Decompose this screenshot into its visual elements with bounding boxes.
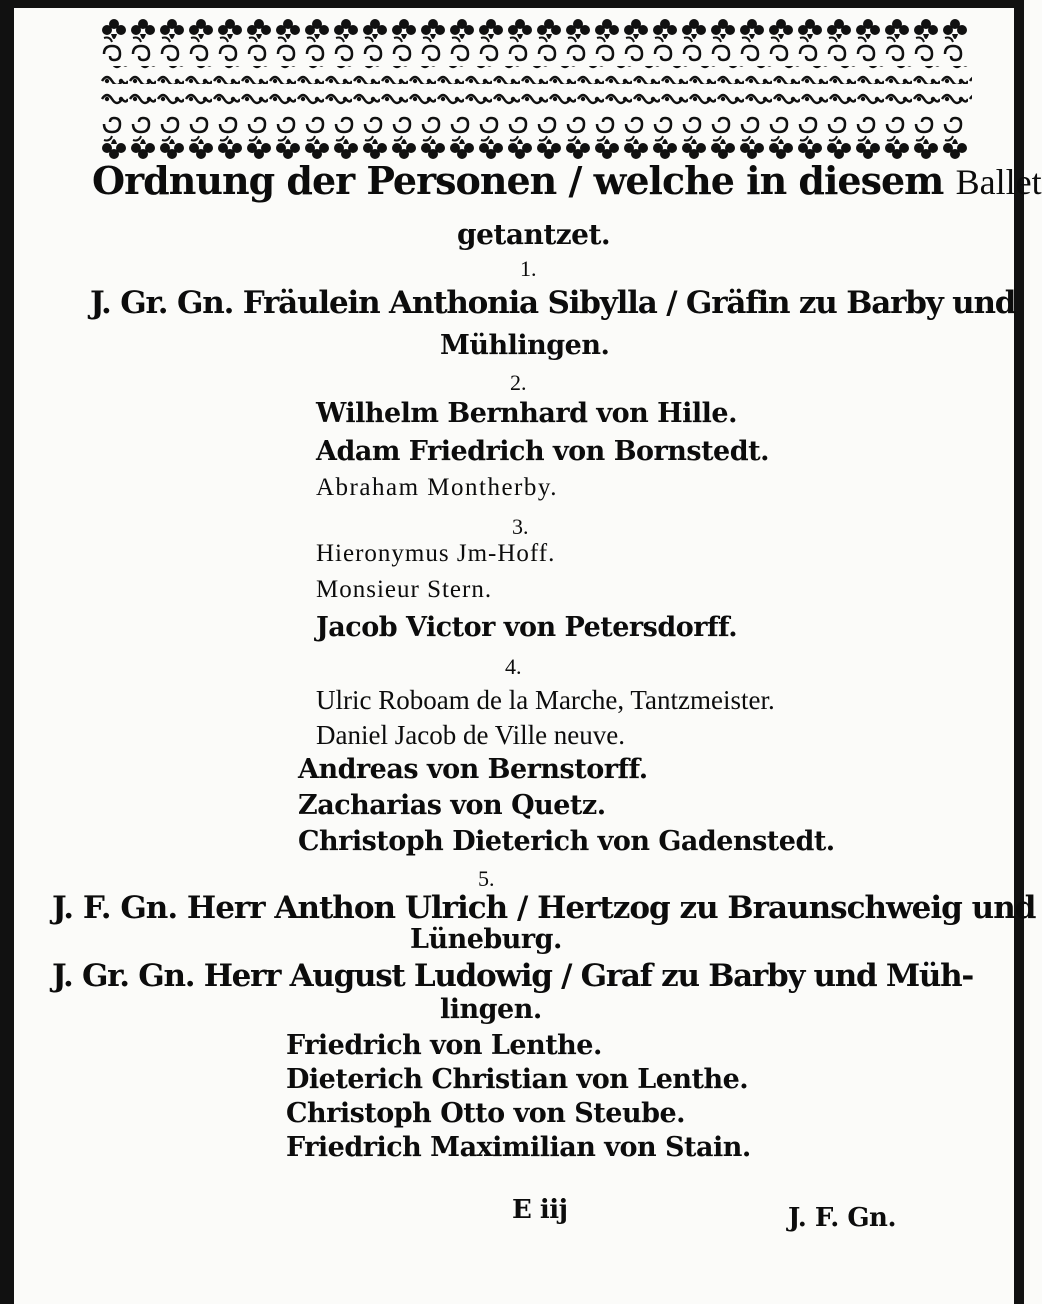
- scan-border-top: [0, 0, 1024, 8]
- ornament-glyph: [624, 136, 648, 159]
- ornament-glyph: [247, 136, 271, 159]
- ornament-glyph: [537, 136, 561, 159]
- ornament-glyph: [276, 19, 300, 42]
- ornament-glyph: [798, 19, 822, 42]
- ornament-glyph: [452, 46, 468, 60]
- ornament-glyph: [740, 19, 764, 42]
- ornament-band: [100, 18, 972, 163]
- ornament-glyph: [595, 19, 619, 42]
- scan-border-left: [0, 0, 14, 1304]
- ornament-glyph: [914, 136, 938, 159]
- ornament-glyph: [249, 46, 265, 60]
- ornament-glyph: [249, 118, 265, 132]
- ornament-glyph: [481, 46, 497, 60]
- ornament-glyph: [885, 19, 909, 42]
- ornament-glyph: [856, 136, 880, 159]
- ornament-glyph: [595, 136, 619, 159]
- ornament-glyph: [305, 136, 329, 159]
- ornament-glyph: [508, 19, 532, 42]
- ornament-glyph: [713, 118, 729, 132]
- group-3-name-1: Hieronymus Jm-Hoff.: [316, 540, 556, 567]
- ornament-row-top: [102, 19, 967, 42]
- ornament-glyph: [682, 136, 706, 159]
- page-title: [92, 158, 1042, 203]
- ornament-glyph: [336, 118, 352, 132]
- group-5-line-1: J. F. Gn. Herr Anthon Ulrich / Hertzog zu Braunschweig und: [52, 890, 1036, 926]
- ornament-glyph: [394, 46, 410, 60]
- group-2-name-1: Wilhelm Bernhard von Hille.: [316, 398, 737, 429]
- ornament-glyph: [104, 118, 120, 132]
- ornament-glyph: [365, 46, 381, 60]
- ornament-glyph: [102, 19, 126, 42]
- ornament-glyph: [508, 136, 532, 159]
- ornament-row-scroll-a: [104, 46, 961, 60]
- ornament-glyph: [133, 46, 149, 60]
- ornament-glyph: [916, 46, 932, 60]
- ornament-glyph: [162, 118, 178, 132]
- ornament-glyph: [394, 118, 410, 132]
- ornament-glyph: [220, 46, 236, 60]
- ornament-glyph: [510, 46, 526, 60]
- ornament-glyph: [597, 46, 613, 60]
- ornament-glyph: [653, 19, 677, 42]
- group-2-number: 2.: [510, 370, 527, 395]
- ornament-glyph: [539, 46, 555, 60]
- ornament-glyph: [191, 118, 207, 132]
- ornament-glyph: [421, 136, 445, 159]
- ornament-glyph: [334, 136, 358, 159]
- ornament-glyph: [568, 46, 584, 60]
- ornament-glyph: [363, 19, 387, 42]
- title-continuation: getantzet.: [457, 218, 611, 251]
- ornament-glyph: [943, 19, 967, 42]
- ornament-glyph: [479, 136, 503, 159]
- ornament-glyph: [218, 136, 242, 159]
- ornament-glyph: [829, 46, 845, 60]
- ornament-glyph: [307, 46, 323, 60]
- ornament-glyph: [568, 118, 584, 132]
- title-ballet-word: Ballet: [955, 162, 1042, 202]
- group-4-name-1: Ulric Roboam de la Marche, Tantzmeister.: [316, 685, 775, 715]
- ornament-glyph: [160, 136, 184, 159]
- ornament-glyph: [566, 136, 590, 159]
- ornament-glyph: [539, 118, 555, 132]
- ornament-glyph: [278, 118, 294, 132]
- ornament-glyph: [655, 118, 671, 132]
- ornament-glyph: [829, 118, 845, 132]
- ornament-glyph: [336, 46, 352, 60]
- ornament-glyph: [653, 136, 677, 159]
- ornament-glyph: [711, 136, 735, 159]
- ornament-glyph: [450, 19, 474, 42]
- ornament-glyph: [307, 118, 323, 132]
- group-5-name-3: Christoph Otto von Steube.: [286, 1098, 686, 1129]
- ornament-glyph: [481, 118, 497, 132]
- group-3-number: 3.: [512, 514, 529, 539]
- ornament-glyph: [220, 118, 236, 132]
- ornament-glyph: [626, 118, 642, 132]
- ornament-glyph: [887, 118, 903, 132]
- ornament-glyph: [392, 136, 416, 159]
- ornament-glyph: [887, 46, 903, 60]
- ornament-glyph: [827, 136, 851, 159]
- ornament-glyph: [713, 46, 729, 60]
- ornament-glyph: [421, 19, 445, 42]
- ornament-glyph: [160, 19, 184, 42]
- group-5-number: 5.: [478, 866, 495, 891]
- ornament-glyph: [684, 46, 700, 60]
- group-4-name-2: Daniel Jacob de Ville neuve.: [316, 720, 626, 750]
- ornament-glyph: [945, 46, 961, 60]
- group-1-line-2: Mühlingen.: [440, 330, 610, 361]
- group-1-number: 1.: [520, 256, 537, 281]
- ornament-glyph: [423, 118, 439, 132]
- ornament-glyph: [943, 136, 967, 159]
- ornament-glyph: [711, 19, 735, 42]
- ornament-glyph: [189, 136, 213, 159]
- ornament-glyph: [305, 19, 329, 42]
- group-3-name-2: Monsieur Stern.: [316, 576, 493, 603]
- ornament-glyph: [684, 118, 700, 132]
- ornament-glyph: [450, 136, 474, 159]
- ornament-row-scroll-b: [104, 118, 961, 132]
- ornament-glyph: [626, 46, 642, 60]
- ornament-glyph: [597, 118, 613, 132]
- ornament-row-bottom: [102, 136, 967, 159]
- ornament-glyph: [365, 118, 381, 132]
- group-2-name-3: Abraham Montherby.: [316, 474, 558, 501]
- ornament-glyph: [162, 46, 178, 60]
- ornament-glyph: [885, 136, 909, 159]
- title-main: Ordnung der Personen / welche in diesem: [92, 158, 944, 203]
- ornament-glyph: [392, 19, 416, 42]
- catchword: J. F. Gn.: [788, 1203, 896, 1233]
- group-4-name-4: Zacharias von Quetz.: [298, 790, 606, 821]
- ornament-glyph: [800, 118, 816, 132]
- ornament-glyph: [510, 118, 526, 132]
- ornament-glyph: [742, 118, 758, 132]
- group-5-line-2: Lüneburg.: [410, 924, 562, 955]
- ornament-glyph: [104, 46, 120, 60]
- ornament-glyph: [740, 136, 764, 159]
- ornament-glyph: [276, 136, 300, 159]
- ornament-glyph: [278, 46, 294, 60]
- ornament-glyph: [537, 19, 561, 42]
- ornament-glyph: [916, 118, 932, 132]
- group-5-line-4: lingen.: [440, 994, 542, 1025]
- ornament-glyph: [423, 46, 439, 60]
- ornament-glyph: [827, 19, 851, 42]
- ornament-glyph: [102, 136, 126, 159]
- ornament-glyph: [452, 118, 468, 132]
- signature-mark: E iij: [512, 1195, 568, 1225]
- ornament-glyph: [742, 46, 758, 60]
- ornament-glyph: [914, 19, 938, 42]
- ornament-wave-band-2: [100, 92, 972, 110]
- ornament-glyph: [682, 19, 706, 42]
- ornament-glyph: [479, 19, 503, 42]
- ornament-glyph: [189, 19, 213, 42]
- group-1-line-1: J. Gr. Gn. Fräulein Anthonia Sibylla / Gräfin zu Barby und: [90, 285, 1016, 321]
- group-4-number: 4.: [505, 654, 522, 679]
- ornament-glyph: [624, 19, 648, 42]
- ornament-glyph: [771, 118, 787, 132]
- ornament-glyph: [363, 136, 387, 159]
- ornament-glyph: [131, 136, 155, 159]
- ornament-glyph: [131, 19, 155, 42]
- ornament-glyph: [798, 136, 822, 159]
- ornament-glyph: [655, 46, 671, 60]
- ornament-glyph: [247, 19, 271, 42]
- group-4-name-3: Andreas von Bernstorff.: [298, 754, 648, 785]
- group-5-line-3: J. Gr. Gn. Herr August Ludowig / Graf zu Barby und Müh-: [52, 958, 973, 994]
- group-2-name-2: Adam Friedrich von Bornstedt.: [316, 436, 769, 467]
- group-5-name-2: Dieterich Christian von Lenthe.: [286, 1064, 749, 1095]
- ornament-glyph: [769, 136, 793, 159]
- ornament-glyph: [858, 46, 874, 60]
- group-5-name-1: Friedrich von Lenthe.: [286, 1030, 602, 1061]
- ornament-glyph: [945, 118, 961, 132]
- group-3-name-3: Jacob Victor von Petersdorff.: [316, 612, 738, 643]
- ornament-glyph: [769, 19, 793, 42]
- ornament-glyph: [858, 118, 874, 132]
- ornament-glyph: [771, 46, 787, 60]
- ornament-wave-band: [100, 66, 972, 84]
- group-4-name-5: Christoph Dieterich von Gadenstedt.: [298, 826, 835, 857]
- ornament-glyph: [218, 19, 242, 42]
- ornament-glyph: [800, 46, 816, 60]
- ornament-glyph: [191, 46, 207, 60]
- ornament-glyph: [856, 19, 880, 42]
- ornament-glyph: [566, 19, 590, 42]
- ornament-glyph: [133, 118, 149, 132]
- group-5-name-4: Friedrich Maximilian von Stain.: [286, 1132, 751, 1163]
- ornament-glyph: [334, 19, 358, 42]
